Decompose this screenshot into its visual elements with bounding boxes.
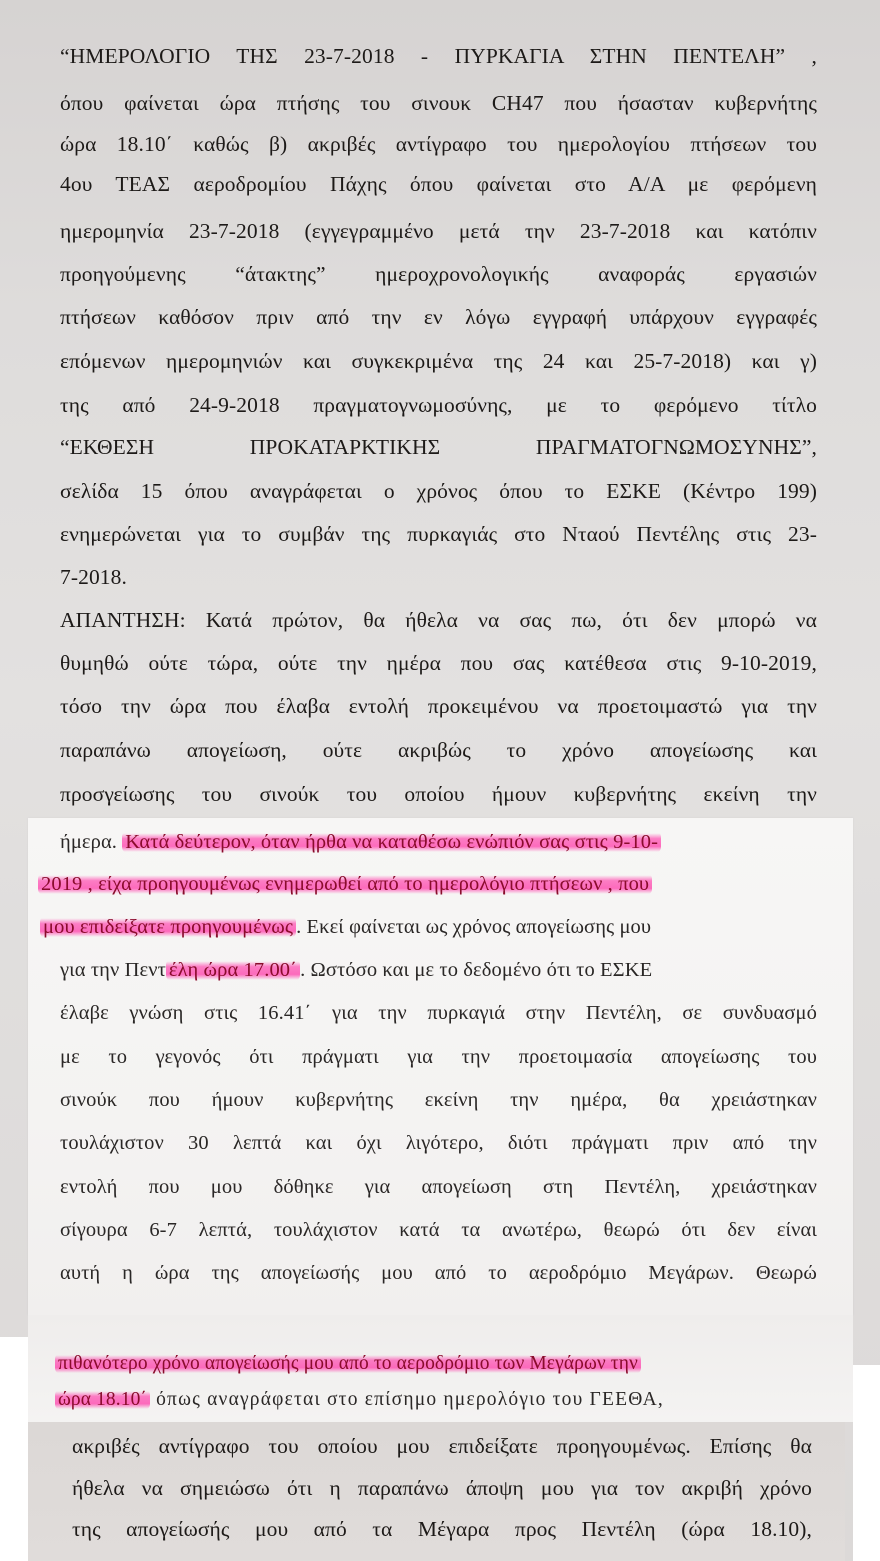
highlighted-text: ώρα 18.10΄ bbox=[55, 1389, 150, 1410]
text-line bbox=[55, 1350, 812, 1378]
text-line bbox=[40, 913, 797, 941]
text-line: ακριβές αντίγραφο του οποίου μου επιδείξατε προηγουμένως. Επίσης θα bbox=[72, 1434, 812, 1458]
text-line: θυμηθώ ούτε τώρα, ούτε την ημέρα που σας κατέθεσα στις 9-10-2019, bbox=[60, 651, 817, 675]
text-line: εντολή που μου δόθηκε για απογείωση στη Πεντέλη, χρειάστηκαν bbox=[60, 1176, 817, 1198]
text-line: σινούκ που ήμουν κυβερνήτης εκείνη την ημέρα, θα χρειάστηκαν bbox=[60, 1089, 817, 1111]
text-line: με το γεγονός ότι πράγματι για την προετοιμασία απογείωσης του bbox=[60, 1046, 817, 1068]
text-line bbox=[38, 870, 795, 898]
white-margin-right bbox=[853, 1365, 880, 1561]
text-line: της από 24-9-2018 πραγματογνωμοσύνης, με το φερόμενο τίτλο bbox=[60, 393, 817, 417]
answer-heading-line: ΑΠΑΝΤΗΣΗ: Κατά πρώτον, θα ήθελα να σας πω, ότι δεν μπορώ να bbox=[60, 608, 817, 632]
highlighted-text: 2019 , είχα προηγουμένως ενημερωθεί από το ημερολόγιο πτήσεων , που bbox=[38, 873, 652, 895]
text-line: παραπάνω απογείωση, ούτε ακριβώς το χρόνο απογείωσης και bbox=[60, 738, 817, 762]
highlighted-text: πιθανότερο χρόνο απογείωσής μου από το αεροδρόμιο των Μεγάρων την bbox=[55, 1353, 641, 1374]
plain-text: ήμερα. bbox=[60, 831, 123, 853]
text-line bbox=[60, 956, 817, 984]
text-line: 7-2018. bbox=[60, 565, 127, 589]
text-line: ημερομηνία 23-7-2018 (εγγεγραμμένο μετά την 23-7-2018 και κατόπιν bbox=[60, 219, 817, 243]
text-line: ήθελα να σημειώσω ότι η παραπάνω άποψη μου για τον ακριβή χρόνο bbox=[72, 1476, 812, 1500]
text-line: τουλάχιστον 30 λεπτά και όχι λιγότερο, διότι πράγματι πριν από την bbox=[60, 1132, 817, 1154]
text-line: σελίδα 15 όπου αναγράφεται ο χρόνος όπου το ΕΣΚΕ (Κέντρο 199) bbox=[60, 479, 817, 503]
plain-text: . Ωστόσο και με το δεδομένο ότι το ΕΣΚΕ bbox=[300, 959, 653, 981]
plain-text: για την Πεντ bbox=[60, 959, 166, 981]
text-line: “ΗΜΕΡΟΛΟΓΙΟ ΤΗΣ 23-7-2018 - ΠΥΡΚΑΓΙΑ ΣΤΗΝ ΠΕΝΤΕΛΗ” , bbox=[60, 44, 817, 68]
text-line: όπου φαίνεται ώρα πτήσης του σινουκ CH47 που ήσασταν κυβερνήτης bbox=[60, 91, 817, 115]
text-line: “ΕΚΘΕΣΗ ΠΡΟΚΑΤΑΡΚΤΙΚΗΣ ΠΡΑΓΜΑΤΟΓΝΩΜΟΣΥΝΗΣ”, bbox=[60, 435, 817, 459]
text-line: προσγείωσης του σινούκ του οποίου ήμουν κυβερνήτης εκείνη την bbox=[60, 782, 817, 806]
highlighted-text: Κατά δεύτερον, όταν ήρθα να καταθέσω ενώπιόν σας στις 9-10- bbox=[122, 831, 661, 853]
text-line: σίγουρα 6-7 λεπτά, τουλάχιστον κατά τα ανωτέρω, θεωρώ ότι δεν είναι bbox=[60, 1219, 817, 1241]
text-line: αυτή η ώρα της απογείωσής μου από το αεροδρόμιο Μεγάρων. Θεωρώ bbox=[60, 1262, 817, 1284]
plain-text: όπως αναγράφεται στο επίσημο ημερολόγιο του ΓΕΕΘΑ, bbox=[150, 1389, 664, 1410]
text-line: πτήσεων καθόσον πριν από την εν λόγω εγγραφή υπάρχουν εγγραφές bbox=[60, 305, 817, 329]
text-line bbox=[60, 828, 817, 856]
text-line: έλαβε γνώση στις 16.41΄ για την πυρκαγιά στην Πεντέλη, σε συνδυασμό bbox=[60, 1002, 817, 1024]
text-line: επόμενων ημερομηνιών και συγκεκριμένα της 24 και 25-7-2018) και γ) bbox=[60, 349, 817, 373]
text-line: ώρα 18.10΄ καθώς β) ακριβές αντίγραφο του ημερολογίου πτήσεων του bbox=[60, 132, 817, 156]
text-line bbox=[55, 1386, 812, 1414]
text-line: 4ου ΤΕΑΣ αεροδρομίου Πάχης όπου φαίνεται στο Α/Α με φερόμενη bbox=[60, 172, 817, 196]
text-line: προηγούμενης “άτακτης” ημεροχρονολογικής αναφοράς εργασιών bbox=[60, 262, 817, 286]
highlighted-text: έλη ώρα 17.00΄ bbox=[166, 959, 300, 981]
text-line: ενημερώνεται για το συμβάν της πυρκαγιάς στο Νταού Πεντέλης στις 23- bbox=[60, 522, 817, 546]
text-line: τόσο την ώρα που έλαβα εντολή προκειμένου να προετοιμαστώ για την bbox=[60, 694, 817, 718]
plain-text: . Εκεί φαίνεται ως χρόνος απογείωσης μου bbox=[296, 916, 652, 938]
text-line: της απογείωσής μου από τα Μέγαρα προς Πεντέλη (ώρα 18.10), bbox=[72, 1517, 812, 1541]
highlighted-text: μου επιδείξατε προηγουμένως bbox=[40, 916, 296, 938]
white-margin-left bbox=[0, 1337, 28, 1561]
